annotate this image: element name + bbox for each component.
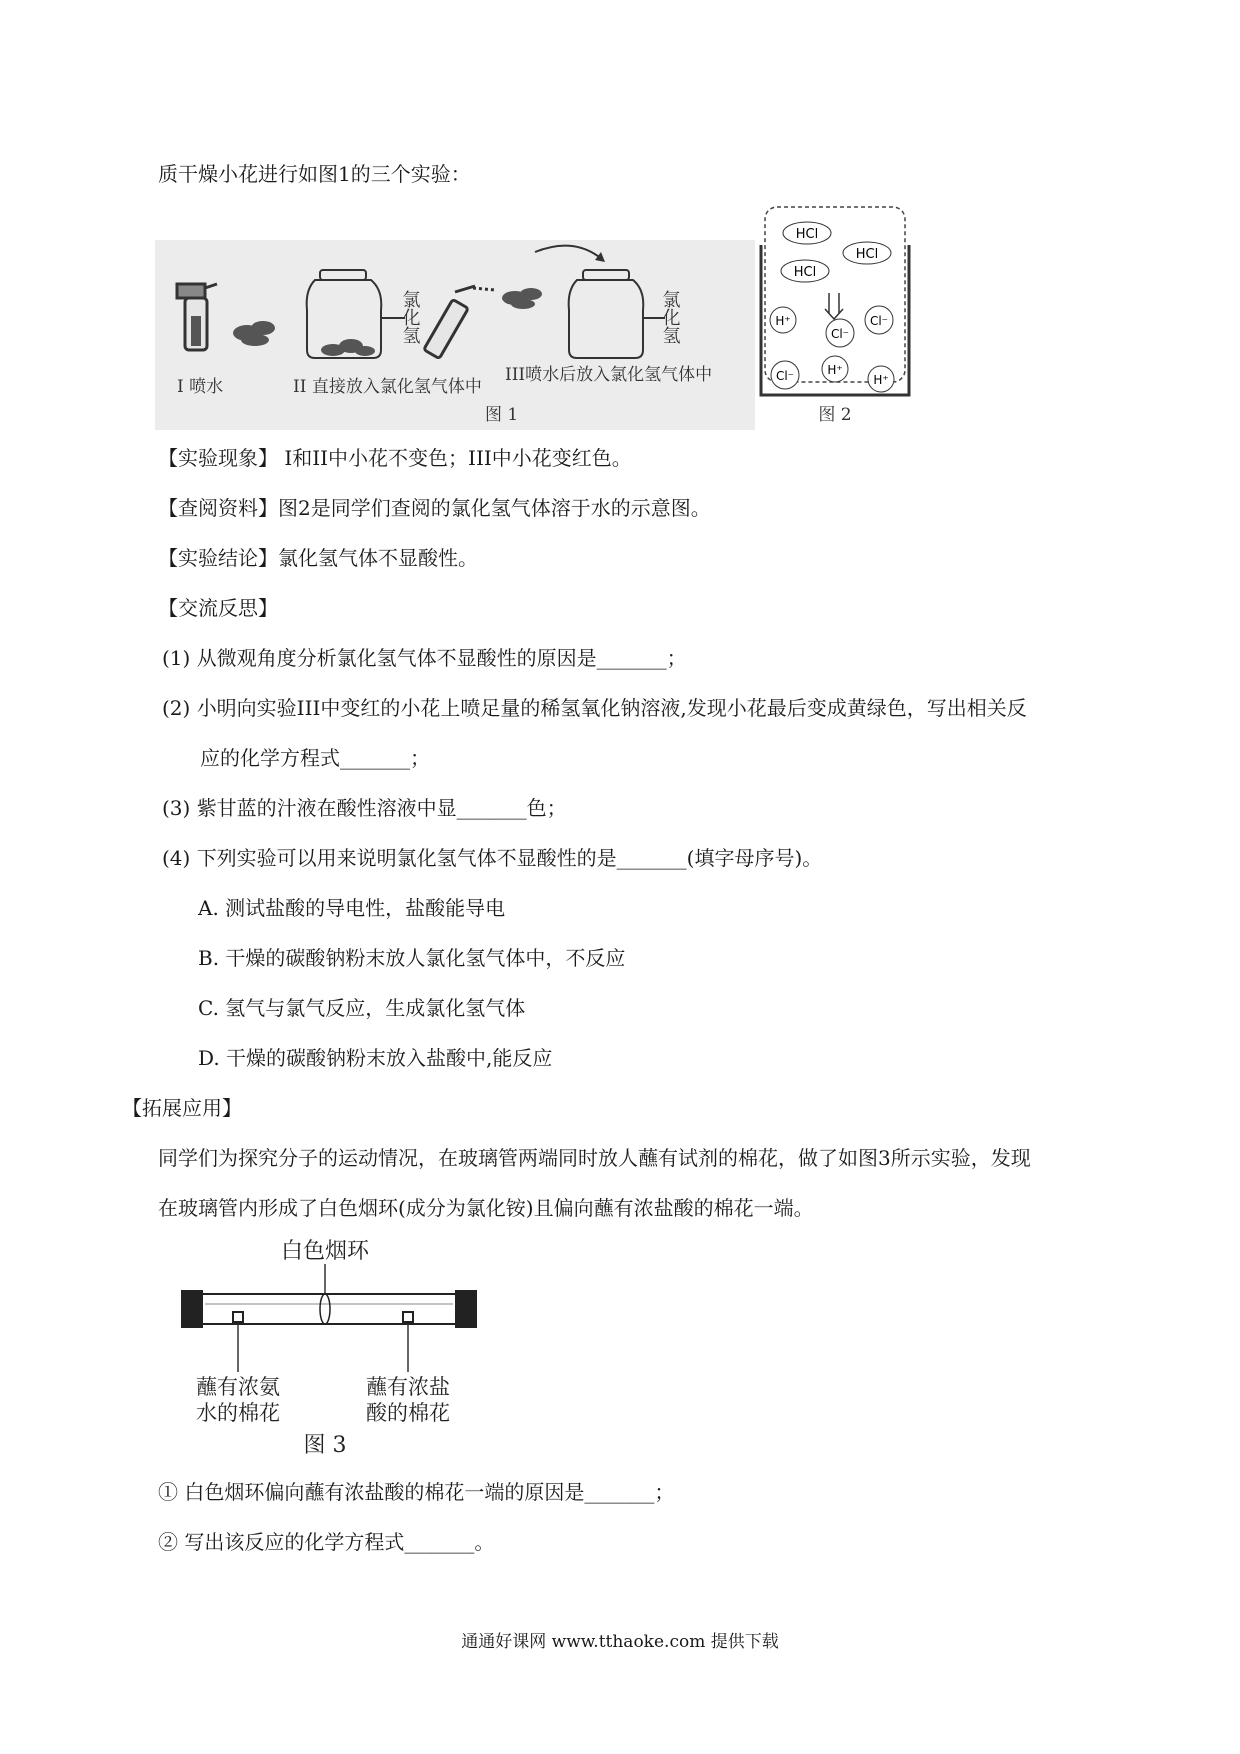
figure-1-caption: 图 1 xyxy=(485,405,519,425)
exp3-label: III喷水后放入氯化氢气体中 xyxy=(505,365,713,385)
svg-text:Cl⁻: Cl⁻ xyxy=(869,314,889,328)
cl-ion xyxy=(771,361,799,389)
option-a: A. 测试盐酸的导电性，盐酸能导电 xyxy=(198,896,506,920)
left-label-1: 蘸有浓氨 xyxy=(196,1375,280,1399)
extension-heading: 【拓展应用】 xyxy=(122,1096,242,1120)
gas-label-3: 氯化氢 xyxy=(659,290,681,344)
option-b: B. 干燥的碳酸钠粉末放人氯化氢气体中，不反应 xyxy=(198,946,626,970)
option-d: D. 干燥的碳酸钠粉末放入盐酸中,能反应 xyxy=(198,1046,553,1070)
conclusion-text: 【实验结论】氯化氢气体不显酸性。 xyxy=(158,546,478,570)
extension-line-1: 同学们为探究分子的运动情况，在玻璃管两端同时放人蘸有试剂的棉花，做了如图3所示实验，发现 xyxy=(158,1146,1031,1170)
intro-text: 质干燥小花进行如图1的三个实验： xyxy=(158,162,471,186)
question-2-line-2: 应的化学方程式_______； xyxy=(200,746,430,770)
svg-text:HCl: HCl xyxy=(795,227,819,242)
figure-3-caption: 图 3 xyxy=(303,1433,347,1458)
footer-text: 通通好课网 www.tthaoke.com 提供下载 xyxy=(461,1632,779,1652)
right-label-1: 蘸有浓盐 xyxy=(366,1375,450,1399)
gas-label-2: 氯化氢 xyxy=(399,290,421,344)
hcl-molecule xyxy=(781,260,829,282)
svg-text:H⁺: H⁺ xyxy=(873,373,889,387)
exp1-label: I 喷水 xyxy=(177,377,224,397)
svg-text:HCl: HCl xyxy=(793,265,817,280)
h-ion xyxy=(770,307,796,333)
right-stopper xyxy=(455,1290,477,1328)
extension-line-2: 在玻璃管内形成了白色烟环(成分为氯化铵)且偏向蘸有浓盐酸的棉花一端。 xyxy=(158,1196,814,1220)
svg-text:H⁺: H⁺ xyxy=(827,363,843,377)
svg-text:H⁺: H⁺ xyxy=(775,314,791,328)
question-3: (3) 紫甘蓝的汁液在酸性溶液中显_______色； xyxy=(162,796,567,820)
question-1: (1) 从微观角度分析氯化氢气体不显酸性的原因是_______； xyxy=(162,646,687,670)
phenomenon-text: 【实验现象】 I和II中小花不变色；III中小花变红色。 xyxy=(158,446,632,470)
option-c: C. 氢气与氯气反应，生成氯化氢气体 xyxy=(198,996,526,1020)
exp2-label: II 直接放入氯化氢气体中 xyxy=(293,377,482,397)
hcl-molecule xyxy=(783,222,831,244)
consult-text: 【查阅资料】图2是同学们查阅的氯化氢气体溶于水的示意图。 xyxy=(158,496,711,520)
figure-3 xyxy=(175,1232,485,1462)
figure-2-caption: 图 2 xyxy=(818,405,852,425)
figure-1-illustration xyxy=(155,240,755,430)
cl-ion xyxy=(826,319,854,347)
h-ion xyxy=(868,366,894,392)
left-label-2: 水的棉花 xyxy=(196,1401,280,1425)
figure-2 xyxy=(755,205,915,430)
right-label-2: 酸的棉花 xyxy=(366,1401,450,1425)
figure-2-illustration xyxy=(755,205,915,430)
ring-label: 白色烟环 xyxy=(280,1239,370,1264)
left-stopper xyxy=(181,1290,203,1328)
figure-3-illustration xyxy=(175,1232,485,1462)
reflection-heading: 【交流反思】 xyxy=(158,596,278,620)
question-4: (4) 下列实验可以用来说明氯化氢气体不显酸性的是_______(填字母序号)。 xyxy=(162,846,823,870)
sub-question-2: ② 写出该反应的化学方程式_______。 xyxy=(158,1530,495,1554)
question-2-line-1: (2) 小明向实验III中变红的小花上喷足量的稀氢氧化钠溶液,发现小花最后变成黄绿色，写出相关反 xyxy=(162,696,1027,720)
svg-text:HCl: HCl xyxy=(855,247,879,262)
figure-1 xyxy=(155,240,755,430)
svg-text:Cl⁻: Cl⁻ xyxy=(775,369,795,383)
h-ion xyxy=(822,356,848,382)
svg-text:Cl⁻: Cl⁻ xyxy=(830,327,850,341)
hcl-molecule xyxy=(843,242,891,264)
sub-question-1: ① 白色烟环偏向蘸有浓盐酸的棉花一端的原因是_______； xyxy=(158,1480,675,1504)
dissolve-arrow-icon xyxy=(825,293,843,319)
cl-ion xyxy=(865,306,893,334)
